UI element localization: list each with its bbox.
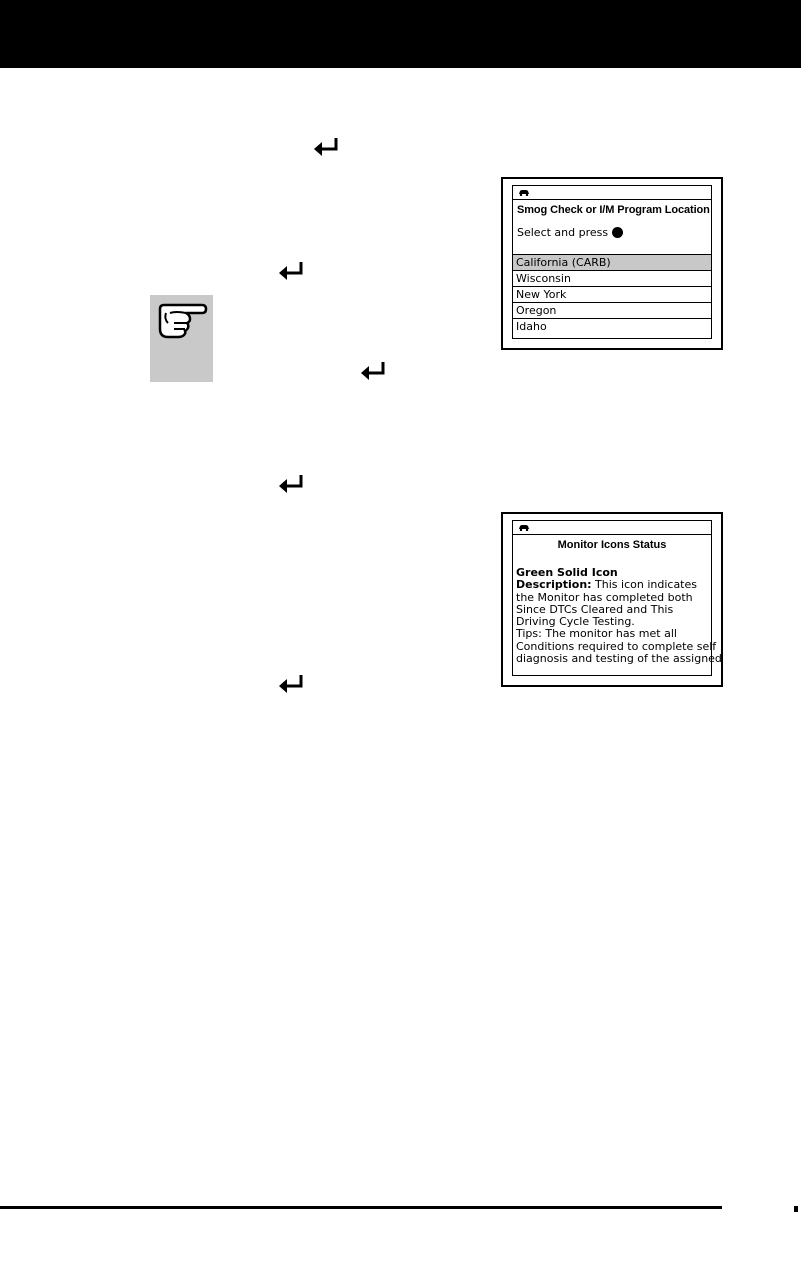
- car-icon: [518, 524, 530, 531]
- description-line: [516, 579, 716, 591]
- enter-return-icon: [277, 673, 307, 695]
- enter-button-icon: [612, 227, 623, 238]
- description-line: the Monitor has completed both: [516, 590, 693, 604]
- pointing-hand-icon: [156, 299, 208, 339]
- description-line: diagnosis and testing of the assigned: [516, 652, 722, 666]
- screen-title: Smog Check or I/M Program Location: [517, 204, 710, 216]
- enter-return-icon: [277, 260, 307, 282]
- car-icon: [518, 189, 530, 196]
- location-list: [513, 254, 711, 334]
- monitor-description: [516, 566, 722, 666]
- description-label: Description:: [516, 578, 592, 592]
- screen-prompt: [517, 226, 623, 239]
- header-bar: [0, 0, 801, 68]
- device-screen-location-menu: [501, 177, 723, 350]
- description-text: This icon indicates: [595, 578, 697, 592]
- screen-header-divider: [513, 534, 711, 535]
- description-line: Conditions required to complete self: [516, 639, 717, 653]
- enter-return-icon: [277, 473, 307, 495]
- screen-title: Monitor Icons Status: [557, 539, 667, 551]
- enter-return-icon: [359, 360, 389, 382]
- description-line: Driving Cycle Testing.: [516, 615, 635, 629]
- list-item[interactable]: Idaho: [513, 318, 711, 334]
- screen-display: [512, 185, 712, 339]
- screen-header-divider: [513, 199, 711, 200]
- screen-display: [512, 520, 722, 676]
- device-screen-monitor-status: [501, 512, 723, 687]
- enter-return-icon: [312, 136, 342, 158]
- list-item[interactable]: California (CARB): [513, 254, 711, 270]
- icon-heading: Green Solid Icon: [516, 566, 618, 579]
- note-box: [150, 295, 213, 382]
- prompt-text: Select and press: [517, 226, 609, 239]
- list-item[interactable]: Wisconsin: [513, 270, 711, 286]
- footer-mark: [794, 1206, 798, 1212]
- footer-rule: [0, 1206, 722, 1209]
- description-line: Since DTCs Cleared and This: [516, 602, 674, 616]
- list-item[interactable]: New York: [513, 286, 711, 302]
- list-item[interactable]: Oregon: [513, 302, 711, 318]
- description-line: Tips: The monitor has met all: [516, 627, 677, 641]
